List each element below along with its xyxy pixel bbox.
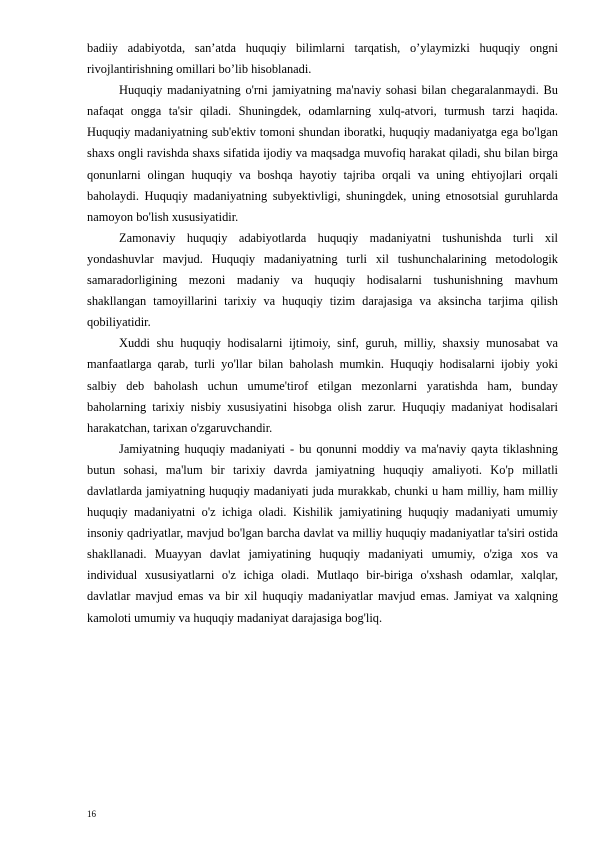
paragraph-1: badiiy adabiyotda, san’atda huquqiy bilimlarni tarqatish, o’ylaymizki huquqiy ongni rivojlantirishning omillari bo’lib hisoblanadi. <box>87 41 558 77</box>
page-number: 16 <box>87 809 96 819</box>
paragraph-4: Xuddi shu huquqiy hodisalarni ijtimoiy, sinf, guruh, milliy, shaxsiy munosabat va manfaatlarga qarab, turli yo'llar bilan baholash mumkin. Huquqiy hodisalarni ijobiy yoki salbiy deb baholash uchun umume'tirof etilgan mezonlarni yaratishda ham, bunday baholarning tarixiy nisbiy xususiyatini hisobga olish zarur. Huquqiy madaniyat hodisalari harakatchan, tarixan o'zgaruvchandir. <box>87 336 558 435</box>
paragraph-3: Zamonaviy huquqiy adabiyotlarda huquqiy madaniyatni tushunishda turli xil yondashuvlar mavjud. Huquqiy madaniyatning turli xil tushunchalarining metodologik samaradorligining mezoni madaniy va huquqiy hodisalarni tushunishning mavhum shakllangan tamoyillarini tarixiy va huquqiy tizim darajasiga va aksincha tarjima qilish qobiliyatidir. <box>87 230 558 330</box>
body-text <box>87 38 558 629</box>
paragraph-5: Jamiyatning huquqiy madaniyati - bu qonunni moddiy va ma'naviy qayta tiklashning butun sohasi, ma'lum bir tarixiy davrda jamiyatning huquqiy amaliyoti. Ko'p millatli davlatlarda jamiyatning huquqiy madaniyati juda murakkab, chunki u ham milliy, ham milliy huquqiy madaniyatni o'z ichiga oladi. Kishilik jamiyatining huquqiy madaniyati umumiy insoniy qadriyatlar, mavjud bo'lgan barcha davlat va milliy huquqiy madaniyatlar ta'siri ostida shakllanadi. Muayyan davlat jamiyatining huquqiy madaniyati umumiy, o'ziga xos va individual xususiyatlarni o'z ichiga oladi. Mutlaqo bir-biriga o'xshash odamlar, xalqlar, davlatlar mavjud emas va bir xil huquqiy madaniyatlar mavjud emas. Jamiyat va xalqning kamoloti umumiy va huquqiy madaniyat darajasiga bog'liq. <box>87 441 558 625</box>
paragraph-2: Huquqiy madaniyatning o'rni jamiyatning ma'naviy sohasi bilan chegaralanmaydi. Bu nafaqat ongga ta'sir qiladi. Shuningdek, odamlarning xulq-atvori, turmush tarzi haqida. Huquqiy madaniyatning sub'ektiv tomoni shundan iboratki, huquqiy madaniyatga ega bo'lgan shaxs ongli ravishda shaxs sifatida ijodiy va maqsadga muvofiq harakat qiladi, shu bilan birga qonunlarni olingan huquqiy va boshqa hayotiy tajriba orqali va uning ehtiyojlari orqali baholaydi. Huquqiy madaniyatning subyektivligi, shuningdek, uning etnosotsial guruhlarda namoyon bo'lish xususiyatidir. <box>87 83 558 224</box>
